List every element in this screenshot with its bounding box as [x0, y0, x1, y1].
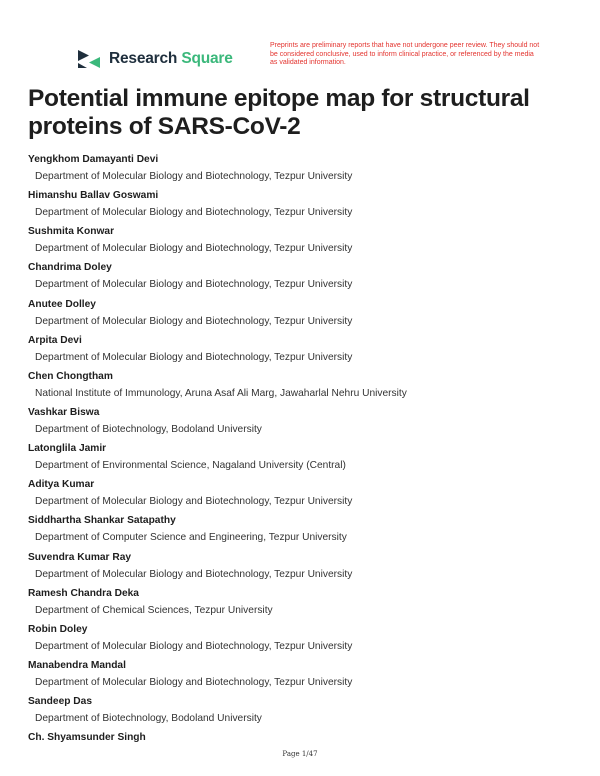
- author-entry: [28, 623, 588, 659]
- author-entry: [28, 189, 588, 225]
- author-entry: [28, 261, 588, 297]
- author-affiliation: Department of Molecular Biology and Biotechnology, Tezpur University: [35, 496, 353, 508]
- author-affiliation: Department of Molecular Biology and Biotechnology, Tezpur University: [35, 568, 353, 580]
- research-square-logo-icon: [76, 48, 102, 70]
- author-name: Sandeep Das: [28, 696, 92, 708]
- paper-title: Potential immune epitope map for structural proteins of SARS-CoV-2: [28, 85, 530, 140]
- author-affiliation: Department of Molecular Biology and Biotechnology, Tezpur University: [35, 207, 353, 219]
- author-affiliation: Department of Biotechnology, Bodoland University: [35, 423, 262, 435]
- author-entry: [28, 659, 588, 695]
- author-name: Vashkar Biswa: [28, 406, 100, 418]
- author-name: Sushmita Konwar: [28, 226, 115, 238]
- author-name: Ch. Shyamsunder Singh: [28, 732, 146, 744]
- author-affiliation: Department of Molecular Biology and Biotechnology, Tezpur University: [35, 640, 353, 652]
- author-name: Aditya Kumar: [28, 479, 95, 491]
- author-affiliation: Department of Chemical Sciences, Tezpur University: [35, 604, 273, 616]
- author-name: Ramesh Chandra Deka: [28, 587, 139, 599]
- logo-text: Research Square: [109, 50, 233, 67]
- author-entry: [28, 225, 588, 261]
- author-name: Himanshu Ballav Goswami: [28, 190, 159, 202]
- author-affiliation: Department of Molecular Biology and Biotechnology, Tezpur University: [35, 171, 353, 182]
- author-affiliation: Department of Molecular Biology and Biotechnology, Tezpur University: [35, 279, 353, 291]
- author-affiliation: Department of Molecular Biology and Biotechnology, Tezpur University: [35, 243, 353, 255]
- author-entry: [28, 298, 588, 334]
- author-entry: [28, 153, 588, 189]
- author-entry: [28, 695, 588, 731]
- author-name: Latonglila Jamir: [28, 443, 107, 455]
- author-name: Manabendra Mandal: [28, 659, 126, 671]
- author-affiliation: Department of Molecular Biology and Biotechnology, Tezpur University: [35, 315, 353, 327]
- author-name: Siddhartha Shankar Satapathy: [28, 515, 176, 527]
- author-entry: [28, 514, 588, 550]
- author-affiliation: Department of Computer Science and Engineering, Tezpur University: [35, 532, 347, 544]
- author-name: Yengkhom Damayanti Devi: [28, 154, 159, 165]
- author-affiliation: National Institute of Immunology, Aruna Asaf Ali Marg, Jawaharlal Nehru University: [35, 387, 407, 399]
- author-affiliation: Department of Biotechnology, Bodoland University: [35, 713, 262, 725]
- author-entry: [28, 370, 588, 406]
- author-entry: [28, 478, 588, 514]
- author-name: Robin Doley: [28, 623, 88, 635]
- author-entry: [28, 334, 588, 370]
- author-entry: [28, 406, 588, 442]
- author-name: Arpita Devi: [28, 334, 82, 346]
- author-list: [28, 153, 588, 767]
- page-number: Page 1/47: [282, 750, 318, 758]
- author-name: Chen Chongtham: [28, 370, 113, 382]
- author-affiliation: Department of Environmental Science, Nagaland University (Central): [35, 460, 346, 472]
- author-entry: [28, 551, 588, 587]
- research-square-logo[interactable]: [76, 48, 233, 70]
- author-entry: [28, 587, 588, 623]
- author-entry: [28, 442, 588, 478]
- author-name: Suvendra Kumar Ray: [28, 551, 132, 563]
- preprint-notice: Preprints are preliminary reports that have not undergone peer review. They should not be considered conclusive, used to inform clinical practice, or referenced by the media as validated information.: [270, 42, 540, 66]
- page-header: [0, 0, 600, 80]
- author-affiliation: Department of Molecular Biology and Biotechnology, Tezpur University: [35, 351, 353, 363]
- author-affiliation: Department of Molecular Biology and Biotechnology, Tezpur University: [35, 676, 353, 688]
- author-name: Anutee Dolley: [28, 298, 96, 310]
- author-name: Chandrima Doley: [28, 262, 112, 274]
